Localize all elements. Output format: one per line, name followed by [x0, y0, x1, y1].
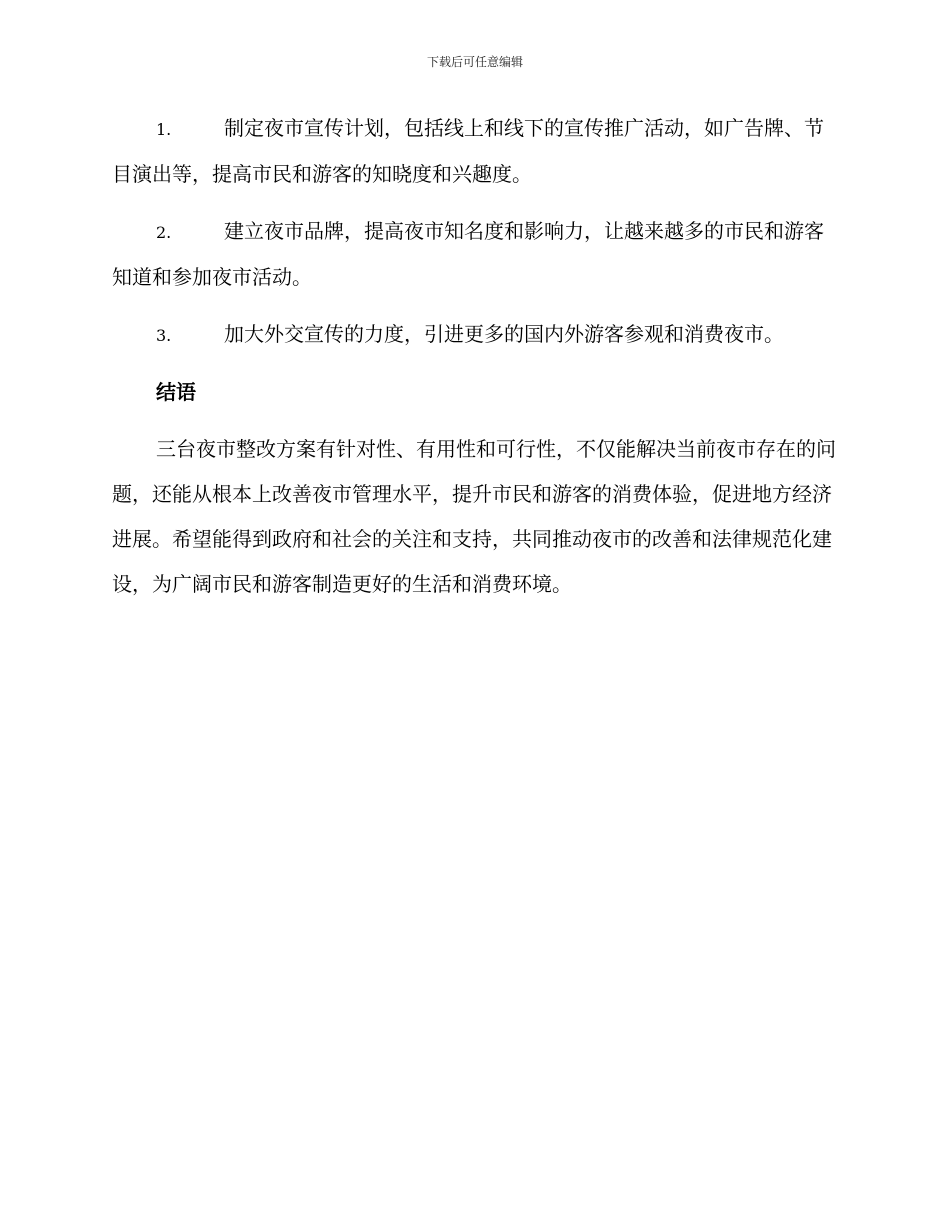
list-text: 加大外交宣传的力度，引进更多的国内外游客参观和消费夜市。 — [224, 322, 784, 346]
list-number: 2. — [156, 223, 172, 242]
list-number: 3. — [156, 326, 172, 345]
list-item — [112, 106, 836, 197]
document-body — [112, 106, 836, 607]
page-header: 下载后可任意编辑 — [426, 55, 523, 69]
list-text: 制定夜市宣传计划，包括线上和线下的宣传推广活动，如广告牌、节目演出等，提高市民和游客的知晓度和兴趣度。 — [112, 116, 824, 186]
conclusion-paragraph: 三台夜市整改方案有针对性、有用性和可行性，不仅能解决当前夜市存在的问题，还能从根本上改善夜市管理水平，提升市民和游客的消费体验，促进地方经济进展。希望能得到政府和社会的关注和支持，共同推动夜市的改善和法律规范化建设，为广阔市民和游客制造更好的生活和消费环境。 — [112, 437, 836, 596]
list-item — [112, 312, 836, 358]
section-heading: 结语 — [156, 380, 196, 404]
list-number: 1. — [156, 120, 172, 139]
list-item — [112, 209, 836, 300]
list-text: 建立夜市品牌，提高夜市知名度和影响力，让越来越多的市民和游客知道和参加夜市活动。 — [112, 219, 824, 289]
